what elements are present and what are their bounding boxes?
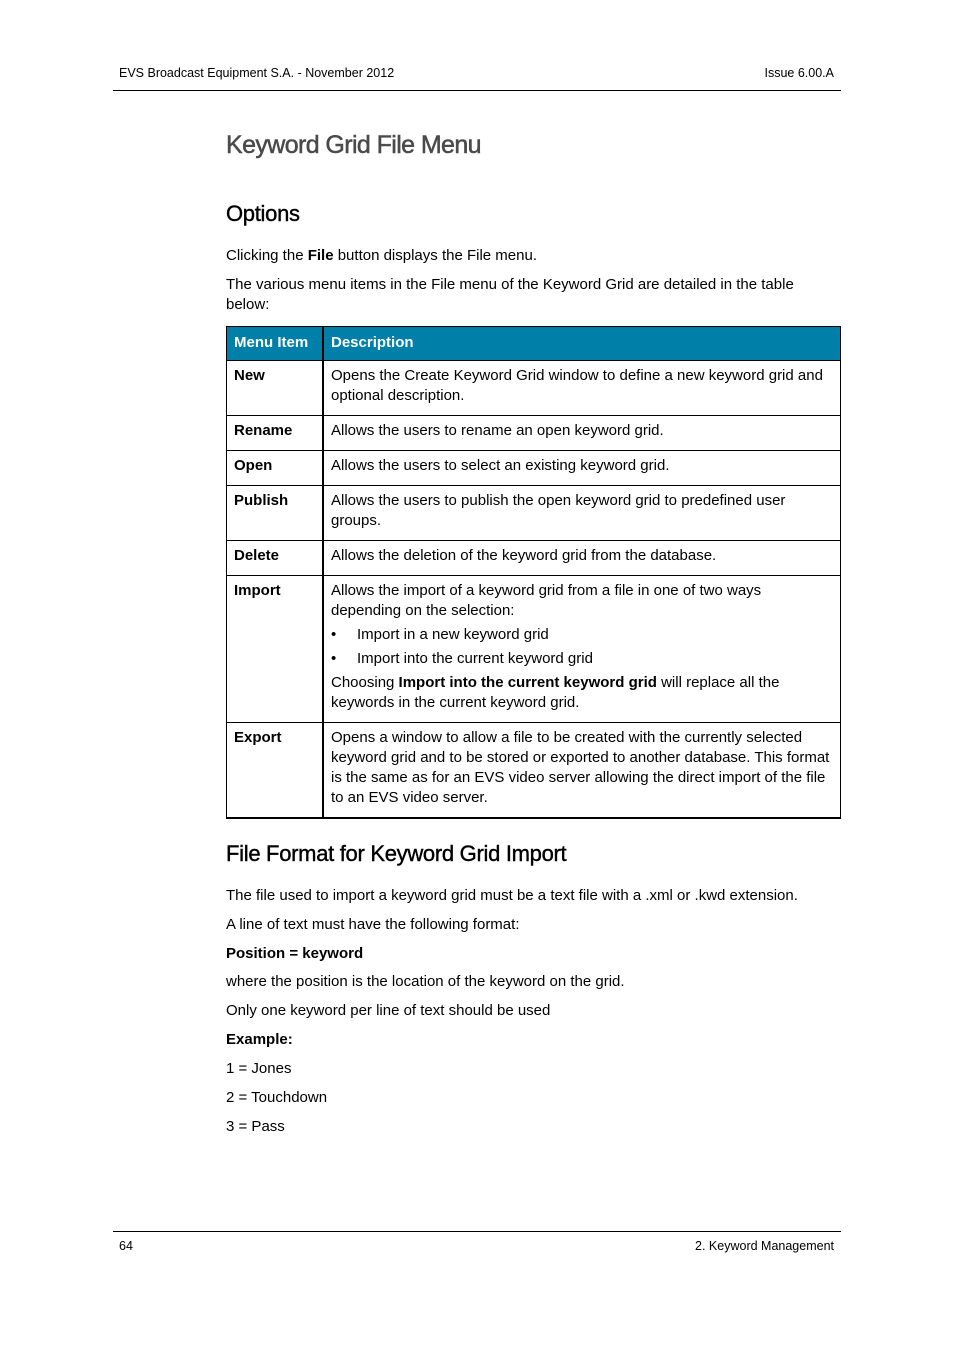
menu-item-cell: Import	[227, 576, 324, 723]
example-line: 2 = Touchdown	[226, 1089, 328, 1106]
file-menu-table	[226, 326, 841, 819]
options-heading: Options	[226, 201, 300, 226]
menu-item-cell: Publish	[227, 486, 324, 541]
description-cell: Allows the users to publish the open keyword grid to predefined user groups.	[323, 486, 841, 541]
menu-item-cell: Open	[227, 451, 324, 486]
import-description: Allows the import of a keyword grid from a file in one of two ways depending on the selection:	[331, 582, 762, 619]
example-line: 1 = Jones	[226, 1060, 292, 1077]
note-bold: Import into the current keyword grid	[398, 674, 657, 691]
text-run: will replace all the keywords in the current keyword grid.	[331, 674, 780, 711]
bullet-icon: •	[331, 650, 337, 667]
file-bold: File	[307, 247, 334, 264]
options-paragraph-1	[226, 246, 826, 266]
example-line: 3 = Pass	[226, 1118, 285, 1135]
text-run: Choosing	[331, 674, 399, 691]
bullet-text: Import into the current keyword grid	[357, 650, 593, 667]
header-left-text: EVS Broadcast Equipment S.A. - November 2012	[119, 66, 395, 80]
format-paragraph: The file used to import a keyword grid must be a text file with a .xml or .kwd extension.	[226, 887, 798, 904]
description-cell	[323, 576, 841, 723]
format-paragraph: Only one keyword per line of text should be used	[226, 1002, 551, 1019]
example-label: Example:	[226, 1031, 293, 1048]
menu-item-cell: Delete	[227, 541, 324, 576]
menu-item-cell: Export	[227, 723, 324, 819]
bullet-icon: •	[331, 626, 337, 643]
table-header-row	[227, 327, 841, 361]
page-header	[113, 58, 841, 91]
menu-item-cell: New	[227, 361, 324, 416]
table-row	[227, 541, 841, 576]
format-paragraph: where the position is the location of the keyword on the grid.	[226, 973, 625, 990]
file-format-heading: File Format for Keyword Grid Import	[226, 841, 567, 866]
table-row	[227, 486, 841, 541]
table-row	[227, 723, 841, 819]
text-run: button displays the File menu.	[333, 247, 537, 264]
table-row	[227, 361, 841, 416]
page-title: Keyword Grid File Menu	[226, 131, 481, 159]
page-footer	[113, 1231, 841, 1262]
format-paragraph: A line of text must have the following format:	[226, 916, 520, 933]
header-right-text: Issue 6.00.A	[764, 66, 834, 80]
menu-item-cell: Rename	[227, 416, 324, 451]
bullet-text: Import in a new keyword grid	[357, 626, 549, 643]
description-cell: Opens a window to allow a file to be created with the currently selected keyword grid and to be stored or exported to another database. This format is the same as for an EVS video server allowing the direct import of the file to an EVS video server.	[323, 723, 841, 819]
description-cell: Allows the users to select an existing keyword grid.	[323, 451, 841, 486]
description-cell: Allows the users to rename an open keyword grid.	[323, 416, 841, 451]
table-row	[227, 576, 841, 723]
bullet-item	[331, 649, 833, 669]
bullet-item	[331, 625, 833, 645]
table-row	[227, 451, 841, 486]
column-header-description: Description	[323, 327, 841, 361]
format-syntax: Position = keyword	[226, 945, 364, 962]
footer-section-title: 2. Keyword Management	[695, 1239, 834, 1253]
description-cell: Allows the deletion of the keyword grid from the database.	[323, 541, 841, 576]
page-number: 64	[119, 1239, 133, 1253]
table-row	[227, 416, 841, 451]
import-note	[331, 673, 833, 713]
column-header-menu-item: Menu Item	[227, 327, 324, 361]
description-cell: Opens the Create Keyword Grid window to define a new keyword grid and optional description.	[323, 361, 841, 416]
options-paragraph-2: The various menu items in the File menu of the Keyword Grid are detailed in the table below:	[226, 276, 794, 313]
text-run: Clicking the	[226, 247, 308, 264]
